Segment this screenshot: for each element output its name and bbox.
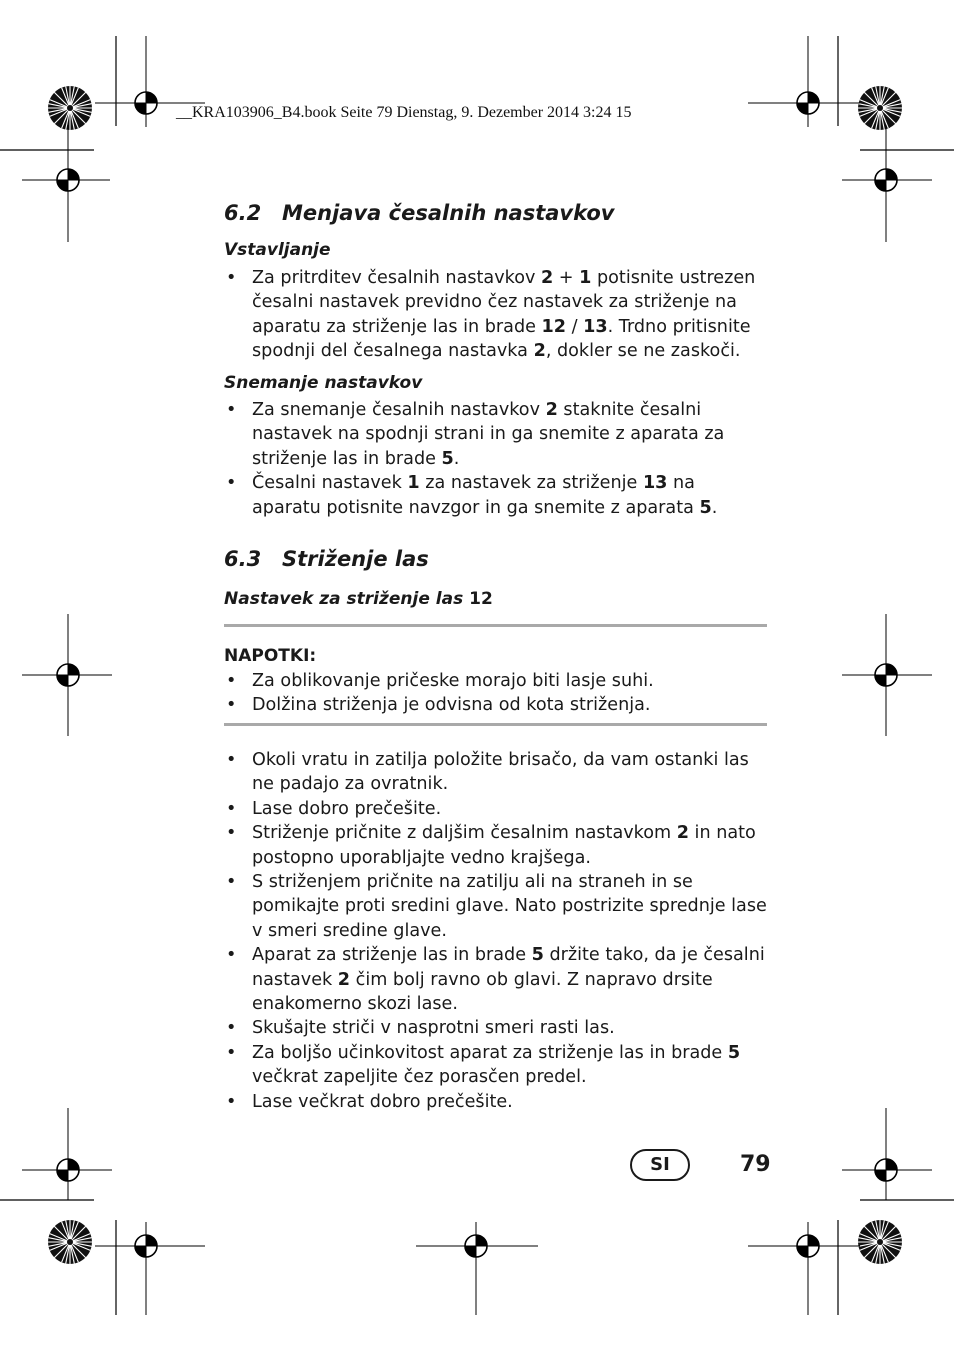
item-text: Okoli vratu in zatilja položite brisačo, da vam ostanki las ne padajo za ovratnik. <box>252 750 749 795</box>
item-text: Striženje pričnite z daljšim česalnim nastavkom <box>252 823 677 844</box>
attachment-number: 12 <box>469 589 493 609</box>
part-reference-number: 5 <box>441 448 454 469</box>
item-text: , dokler se ne zaskoči. <box>545 341 741 362</box>
list-item <box>224 821 769 870</box>
list-item <box>224 870 769 943</box>
item-text: Za pritrditev česalnih nastavkov <box>252 268 541 288</box>
part-reference-number: 5 <box>531 945 544 966</box>
item-text: na aparatu potisnite navzgor in ga snemite z aparata <box>252 473 700 518</box>
section-heading-6-3 <box>224 547 429 571</box>
part-reference-number: 2 <box>337 969 351 990</box>
print-file-info: __KRA103906_B4.book Seite 79 Dienstag, 9. Dezember 2014 3:24 15 <box>176 104 632 121</box>
part-reference-number: 1 <box>579 268 592 288</box>
item-text: . <box>711 497 718 518</box>
item-text: čim bolj ravno ob glavi. Z napravo drsite enakomerno skozi lase. <box>252 969 713 1015</box>
note-bottom-rule <box>224 723 767 726</box>
language-badge: SI <box>630 1149 690 1181</box>
part-reference-number: 12 <box>541 316 567 337</box>
list-item <box>224 1016 769 1040</box>
part-reference-number: 2 <box>676 823 689 844</box>
item-text: Česalni nastavek <box>252 473 408 494</box>
remove-steps-list <box>224 398 769 520</box>
cutting-steps-list <box>224 748 769 1114</box>
item-text: za nastavek za striženje <box>419 473 643 494</box>
note-top-rule <box>224 624 767 627</box>
section-heading-6-2 <box>224 201 614 225</box>
item-text: Lase večkrat dobro prečešite. <box>252 1091 513 1112</box>
list-item <box>224 1090 769 1114</box>
list-item <box>224 748 769 797</box>
notes-list <box>224 669 769 718</box>
subheading-attachment <box>224 589 493 609</box>
item-text: + <box>553 268 580 288</box>
page-number: 79 <box>740 1152 771 1177</box>
part-reference-number: 1 <box>407 473 420 494</box>
list-item <box>224 266 769 364</box>
part-reference-number: 2 <box>545 400 558 420</box>
insert-steps-list <box>224 266 769 364</box>
item-text: . Trdno pritisnite spodnji del česalnega nastavka <box>252 316 751 362</box>
part-reference-number: 5 <box>699 497 712 518</box>
section-number: 6.3 <box>224 547 262 571</box>
list-item <box>224 693 769 717</box>
item-text: in nato postopno uporabljajte vedno krajšega. <box>252 823 756 868</box>
part-reference-number: 2 <box>540 268 554 288</box>
item-text: . <box>453 448 460 469</box>
section-title: Striženje las <box>282 547 429 571</box>
part-reference-number: 13 <box>642 473 668 494</box>
item-text: S striženjem pričnite na zatilju ali na straneh in se pomikajte proti sredini glave. Nato postrizite sprednje lase v smeri sredine glave. <box>252 872 767 941</box>
list-item <box>224 1041 769 1090</box>
item-text: Za oblikovanje pričeske morajo biti lasje suhi. <box>252 671 654 691</box>
list-item <box>224 943 769 1016</box>
part-reference-number: 5 <box>727 1042 741 1063</box>
item-text: Skušajte striči v nasprotni smeri rasti las. <box>252 1018 615 1039</box>
attachment-title: Nastavek za striženje las <box>224 589 464 609</box>
notes-title: NAPOTKI: <box>224 646 317 666</box>
list-item <box>224 471 769 520</box>
item-text: Lase dobro prečešite. <box>252 798 442 819</box>
item-text: Za boljšo učinkovitost aparat za striženje las in brade <box>252 1042 728 1063</box>
part-reference-number: 2 <box>533 341 546 362</box>
item-text: Aparat za striženje las in brade <box>252 945 532 966</box>
part-reference-number: 13 <box>583 316 608 337</box>
list-item <box>224 669 769 693</box>
item-text: držite tako, da je česalni nastavek <box>252 945 765 990</box>
item-text: / <box>566 316 584 337</box>
subheading-remove: Snemanje nastavkov <box>224 373 423 393</box>
item-text: Za snemanje česalnih nastavkov <box>252 400 546 420</box>
item-text: Dolžina striženja je odvisna od kota striženja. <box>252 695 651 716</box>
item-text: staknite česalni nastavek na spodnji strani in ga snemite z aparata za striženje las in brade <box>252 400 725 469</box>
item-text: večkrat zapeljite čez porasčen predel. <box>252 1067 587 1088</box>
subheading-insert: Vstavljanje <box>224 240 331 260</box>
section-title: Menjava česalnih nastavkov <box>282 201 615 225</box>
list-item <box>224 797 769 821</box>
section-number: 6.2 <box>224 201 262 225</box>
list-item <box>224 398 769 471</box>
item-text: potisnite ustrezen česalni nastavek previdno čez nastavek za striženje na aparatu za striženje las in brade <box>252 268 756 337</box>
